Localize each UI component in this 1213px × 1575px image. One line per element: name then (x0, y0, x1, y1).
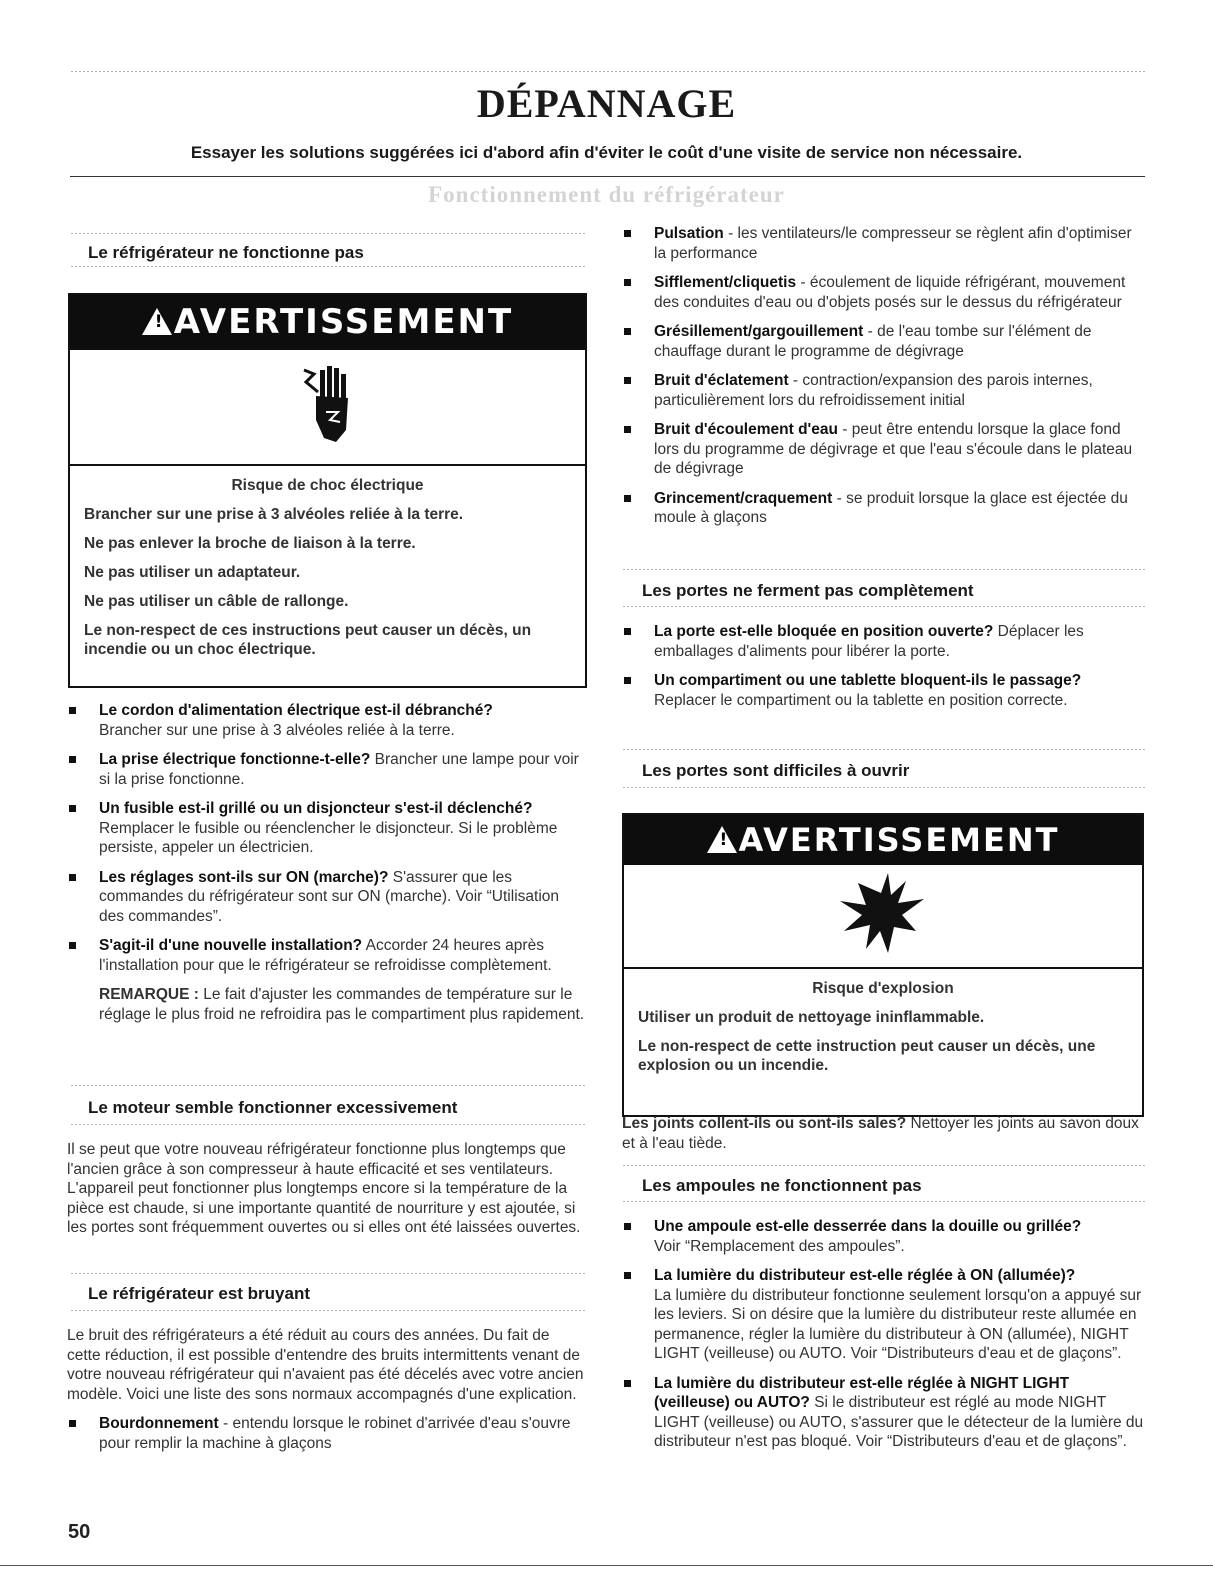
question: S'agit-il d'une nouvelle installation? (99, 937, 363, 954)
warning-body (624, 969, 1142, 1075)
list-item (67, 750, 587, 789)
question: Les joints collent-ils ou sont-ils sales? (622, 1115, 907, 1132)
question: La lumière du distributeur est-elle réglée à ON (allumée)? (654, 1267, 1076, 1284)
answer: Déplacer les emballages d'aliments pour libérer la porte. (654, 623, 1084, 660)
question: Grésillement/gargouillement (654, 323, 864, 340)
question: Un fusible est-il grillé ou un disjoncteur s'est-il déclenché? (99, 800, 533, 817)
question: Bourdonnement (99, 1415, 219, 1432)
note (67, 985, 587, 1024)
warning-header (624, 815, 1142, 865)
warning-line: Ne pas enlever la broche de liaison à la terre. (84, 535, 416, 552)
heading-doors-open: Les portes sont difficiles à ouvrir (642, 761, 910, 780)
note-label: REMARQUE : (99, 986, 199, 1003)
warning-icon-area (70, 350, 585, 466)
heading-rule (622, 1200, 1145, 1203)
heading-rule (70, 1309, 587, 1312)
heading-bulbs: Les ampoules ne fonctionnent pas (642, 1176, 922, 1195)
warning-triangle-icon: ! (707, 826, 737, 853)
noisy-text: Le bruit des réfrigérateurs a été réduit au cours des années. Du fait de cette réduction, il est possible d'entendre des bruits intermittents venant de votre nouveau réfrigérateur qui n'avaient pas été décelés avec votre ancien modèle. Voici une liste des sons normaux accompagnés d'une explication. (67, 1327, 584, 1403)
warning-box-electric (68, 293, 587, 688)
heading-rule (70, 1272, 587, 1275)
answer: Si le distributeur est réglé au mode NIGHT LIGHT (veilleuse) ou AUTO, s'assurer que le détecteur de la lumière du distributeur n'est pas bloqué. Voir “Distributeurs d'eau et de glaçons”. (654, 1394, 1144, 1450)
heading-rule (622, 568, 1145, 571)
warning-icon-area (624, 865, 1142, 969)
electric-shock-hand-icon (296, 360, 356, 455)
seals-text (622, 1114, 1145, 1153)
answer: - contraction/expansion des parois internes, particulièrement lors du refroidissement initial (654, 372, 1093, 409)
heading-rule (622, 748, 1145, 751)
top-rule (70, 70, 1145, 73)
answer: La lumière du distributeur fonctionne seulement lorsqu'on a appuyé sur les leviers. Si on désire que la lumière du distributeur reste allumée en permanence, régler la lumière du distributeur à ON (allumée), NIGHT LIGHT (veilleuse) ou AUTO. Voir “Distributeurs d'eau et de glaçons”. (654, 1286, 1142, 1362)
list-item (67, 1414, 587, 1453)
answer: Voir “Remplacement des ampoules”. (654, 1237, 905, 1255)
note-text: Le fait d'ajuster les commandes de température sur le réglage le plus froid ne refroidira pas le compartiment plus rapidement. (99, 986, 585, 1023)
heading-rule (70, 265, 587, 268)
question: Les réglages sont-ils sur ON (marche)? (99, 868, 389, 886)
warning-line: Brancher sur une prise à 3 alvéoles reliée à la terre. (84, 506, 464, 523)
answer: Brancher une lampe pour voir si la prise fonctionne. (99, 751, 579, 788)
warning-body (70, 466, 585, 659)
question: La prise électrique fonctionne-t-elle? (99, 751, 371, 768)
list-item (622, 671, 1145, 710)
question: Sifflement/cliquetis (654, 274, 797, 291)
question: La lumière du distributeur est-elle réglée à NIGHT LIGHT (veilleuse) ou AUTO? (654, 1374, 1070, 1411)
warning-hazard-title: Risque d'explosion (812, 980, 954, 997)
sounds-list (622, 224, 1145, 528)
warning-line: Ne pas utiliser un adaptateur. (84, 564, 301, 581)
bulbs-list (622, 1217, 1145, 1452)
list-item (67, 868, 587, 927)
warning-triangle-icon: ! (142, 308, 172, 335)
answer: - se produit lorsque la glace est éjectée du moule à glaçons (654, 489, 1128, 526)
list-item (67, 936, 587, 975)
answer: Replacer le compartiment ou la tablette en position correcte. (654, 691, 1068, 709)
warning-box-explosion (622, 813, 1144, 1117)
question: Bruit d'éclatement (654, 372, 789, 389)
not-working-list (67, 701, 587, 1024)
heading-rule (70, 1123, 587, 1126)
heading-noisy: Le réfrigérateur est bruyant (88, 1284, 311, 1303)
bottom-rule (0, 1565, 1213, 1566)
warning-hazard-title: Risque de choc électrique (231, 477, 424, 494)
heading-rule (622, 786, 1145, 789)
list-item (622, 1374, 1145, 1452)
answer: S'assurer que les commandes du réfrigérateur sont sur ON (marche). Voir “Utilisation des commandes”. (99, 868, 559, 925)
answer: - entendu lorsque le robinet d'arrivée d'eau s'ouvre pour remplir la machine à glaçons (99, 1415, 571, 1452)
question: Grincement/craquement (654, 489, 833, 507)
question: La porte est-elle bloquée en position ouverte? (654, 623, 994, 640)
answer: - de l'eau tombe sur l'élément de chauffage durant le programme de dégivrage (654, 323, 1092, 360)
answer: Brancher sur une prise à 3 alvéoles reliée à la terre. (99, 721, 455, 739)
list-item (622, 622, 1145, 661)
list-item (622, 1266, 1145, 1364)
question: Bruit d'écoulement d'eau (654, 421, 838, 438)
heading-rule (622, 1164, 1145, 1167)
answer: - écoulement de liquide réfrigérant, mouvement des conduites d'eau ou d'objets posés sur le dessus du réfrigérateur (654, 274, 1126, 311)
question: Une ampoule est-elle desserrée dans la douille ou grillée? (654, 1218, 1082, 1235)
list-item (67, 701, 587, 740)
question: Un compartiment ou une tablette bloquent-ils le passage? (654, 672, 1082, 689)
list-item (622, 322, 1145, 361)
header-divider (70, 176, 1145, 177)
heading-rule (70, 232, 587, 235)
question: Le cordon d'alimentation électrique est-il débranché? (99, 702, 493, 719)
heading-motor: Le moteur semble fonctionner excessivement (88, 1098, 458, 1117)
heading-rule (70, 1084, 587, 1087)
page-subtitle: Essayer les solutions suggérées ici d'abord afin d'éviter le coût d'une visite de service non nécessaire. (190, 143, 1023, 162)
list-item (622, 420, 1145, 479)
answer: Nettoyer les joints au savon doux et à l'eau tiède. (622, 1115, 1139, 1152)
warning-line: Ne pas utiliser un câble de rallonge. (84, 593, 349, 610)
list-item (622, 224, 1145, 263)
answer: - peut être entendu lorsque la glace fond lors du programme de dégivrage et que l'eau s'écoule dans le plateau de dégivrage (654, 421, 1133, 477)
list-item (622, 1217, 1145, 1256)
warning-line: Le non-respect de ces instructions peut causer un décès, un incendie ou un choc électrique. (84, 622, 532, 658)
question: Pulsation (654, 225, 724, 242)
list-item (67, 799, 587, 858)
warning-label: AVERTISSEMENT (173, 302, 514, 342)
explosion-icon (836, 873, 926, 958)
heading-doors-close: Les portes ne ferment pas complètement (642, 581, 974, 600)
section-title: Fonctionnement du réfrigérateur (428, 182, 785, 207)
noisy-section (67, 1326, 587, 1453)
doors-close-list (622, 622, 1145, 710)
warning-line: Utiliser un produit de nettoyage ininflammable. (638, 1009, 985, 1026)
heading-not-working: Le réfrigérateur ne fonctionne pas (88, 243, 364, 262)
page-number: 50 (68, 1521, 91, 1543)
page-title: DÉPANNAGE (476, 81, 737, 126)
list-item (622, 273, 1145, 312)
warning-line: Le non-respect de cette instruction peut causer un décès, une explosion ou un incendie. (638, 1038, 1096, 1074)
list-item (622, 371, 1145, 410)
heading-rule (622, 605, 1145, 608)
answer: Accorder 24 heures après l'installation pour que le réfrigérateur se refroidisse complètement. (99, 937, 552, 974)
motor-text: Il se peut que votre nouveau réfrigérateur fonctionne plus longtemps que l'ancien grâce à son compresseur à haute efficacité et ses ventilateurs. L'appareil peut fonctionner plus longtemps encore si la température de la pièce est chaude, si une importante quantité de nourriture y est ajoutée, si les portes sont fréquemment ouvertes ou si elles ont été laissées ouvertes. (67, 1141, 581, 1236)
warning-label: AVERTISSEMENT (738, 821, 1060, 859)
answer: - les ventilateurs/le compresseur se règlent afin d'optimiser la performance (654, 225, 1132, 262)
list-item (622, 489, 1145, 528)
warning-header (70, 295, 585, 350)
answer: Remplacer le fusible ou réenclencher le disjoncteur. Si le problème persiste, appeler un électricien. (99, 819, 558, 856)
